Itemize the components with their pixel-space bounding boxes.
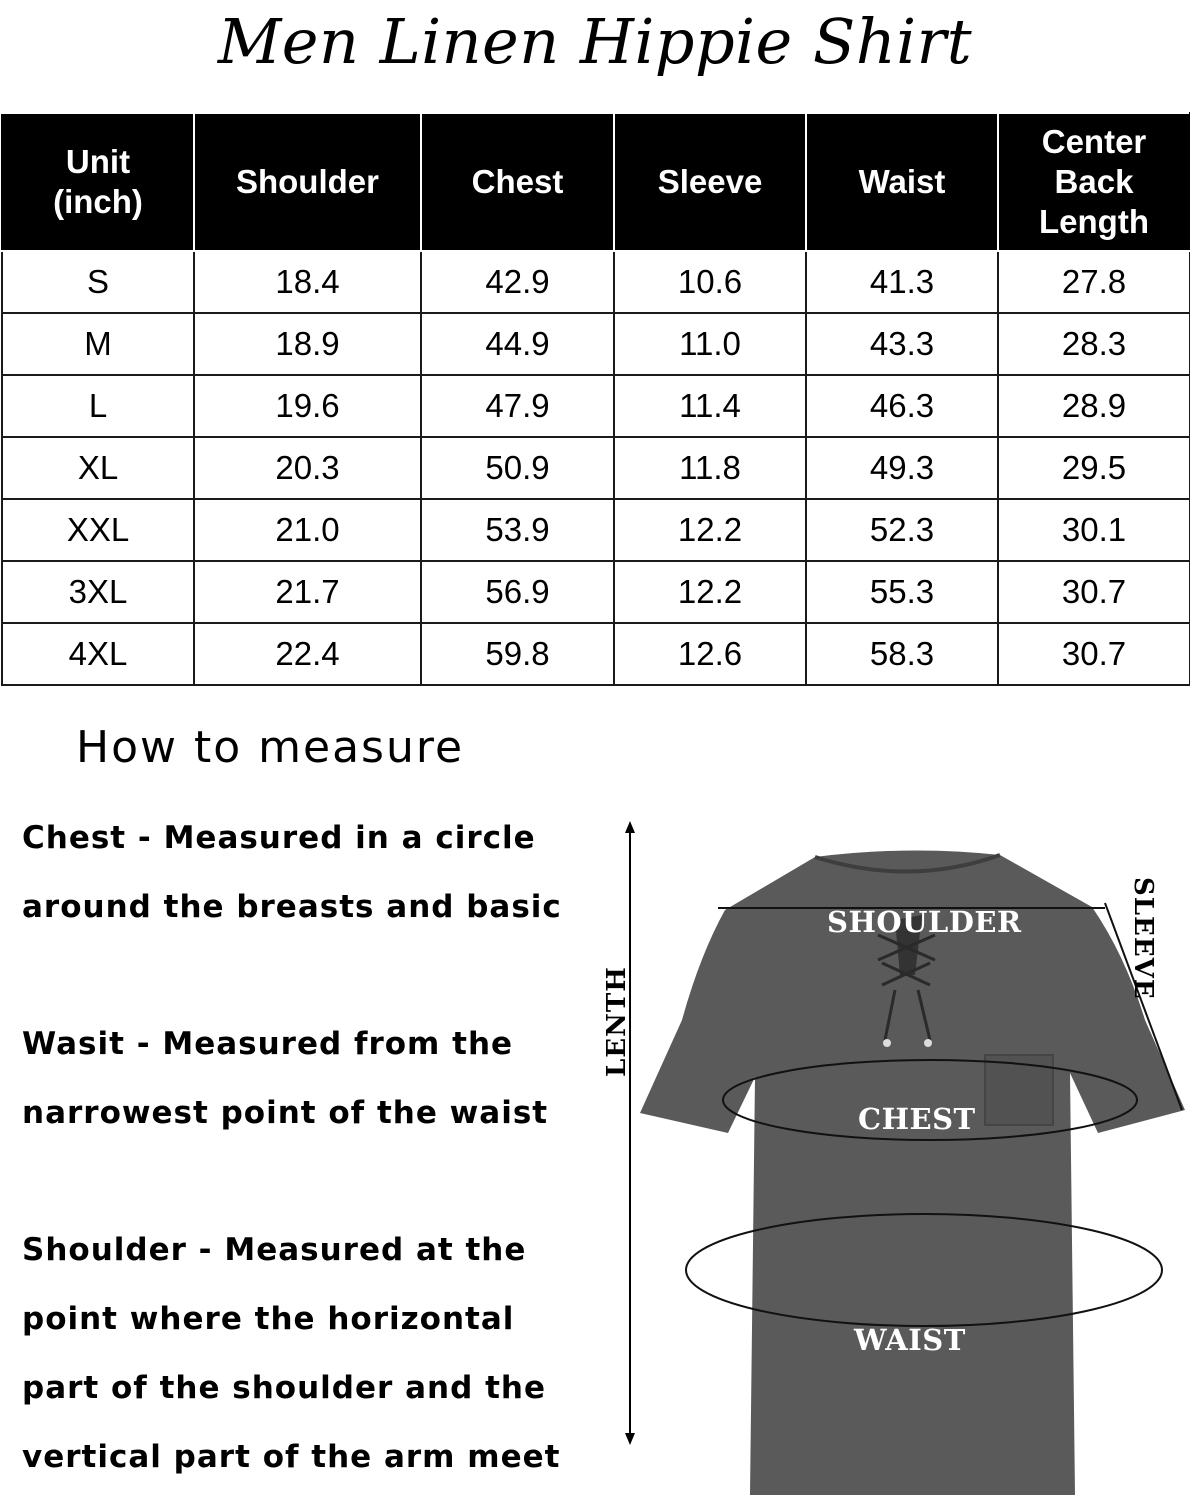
- measurement-cell: 28.3: [998, 313, 1190, 375]
- column-header: Center Back Length: [998, 113, 1190, 251]
- shoulder-label: SHOULDER: [827, 905, 1022, 939]
- table-row: [2, 251, 1190, 313]
- measurement-cell: 30.1: [998, 499, 1190, 561]
- measurement-cell: 53.9: [421, 499, 614, 561]
- measurement-cell: 44.9: [421, 313, 614, 375]
- measurement-cell: 56.9: [421, 561, 614, 623]
- instruction-line: part of the shoulder and the: [22, 1370, 546, 1406]
- measurement-cell: 28.9: [998, 375, 1190, 437]
- chest-label: CHEST: [858, 1102, 976, 1136]
- measurement-cell: 52.3: [806, 499, 998, 561]
- measurement-cell: 29.5: [998, 437, 1190, 499]
- instruction-line: Wasit - Measured from the: [22, 1026, 514, 1062]
- length-label: LENTH: [602, 966, 632, 1077]
- table-row: [2, 375, 1190, 437]
- measurement-cell: 58.3: [806, 623, 998, 685]
- measurement-cell: 50.9: [421, 437, 614, 499]
- measurement-cell: 42.9: [421, 251, 614, 313]
- instruction-line: point where the horizontal: [22, 1301, 515, 1337]
- table-row: [2, 623, 1190, 685]
- measurement-cell: 11.8: [614, 437, 806, 499]
- measurement-cell: 59.8: [421, 623, 614, 685]
- measurement-cell: 30.7: [998, 623, 1190, 685]
- measurement-cell: 12.2: [614, 499, 806, 561]
- size-cell: XL: [2, 437, 194, 499]
- instruction-line: vertical part of the arm meet: [22, 1439, 561, 1475]
- measurement-cell: 41.3: [806, 251, 998, 313]
- measurement-cell: 30.7: [998, 561, 1190, 623]
- waist-label: WAIST: [854, 1323, 966, 1357]
- table-row: [2, 313, 1190, 375]
- measurement-cell: 10.6: [614, 251, 806, 313]
- column-header: Waist: [806, 113, 998, 251]
- size-cell: S: [2, 251, 194, 313]
- measurement-cell: 43.3: [806, 313, 998, 375]
- size-cell: 3XL: [2, 561, 194, 623]
- measurement-cell: 19.6: [194, 375, 421, 437]
- table-body: [2, 251, 1190, 685]
- how-to-measure-heading: How to measure: [76, 722, 465, 773]
- table-row: [2, 499, 1190, 561]
- instruction-line: narrowest point of the waist: [22, 1095, 549, 1131]
- measurement-cell: 18.9: [194, 313, 421, 375]
- table-row: [2, 437, 1190, 499]
- size-chart-table: [1, 112, 1190, 686]
- measurement-cell: 49.3: [806, 437, 998, 499]
- measurement-cell: 12.6: [614, 623, 806, 685]
- measurement-cell: 20.3: [194, 437, 421, 499]
- measurement-cell: 12.2: [614, 561, 806, 623]
- page-title: Men Linen Hippie Shirt: [217, 5, 973, 78]
- measurement-cell: 27.8: [998, 251, 1190, 313]
- shirt-measure-diagram: [600, 815, 1190, 1500]
- measurement-cell: 22.4: [194, 623, 421, 685]
- column-header: Sleeve: [614, 113, 806, 251]
- measurement-cell: 47.9: [421, 375, 614, 437]
- measurement-cell: 11.0: [614, 313, 806, 375]
- column-header: Chest: [421, 113, 614, 251]
- instruction-line: Shoulder - Measured at the: [22, 1232, 527, 1268]
- table-header-row: [2, 113, 1190, 251]
- measurement-cell: 18.4: [194, 251, 421, 313]
- size-cell: M: [2, 313, 194, 375]
- size-cell: XXL: [2, 499, 194, 561]
- size-cell: L: [2, 375, 194, 437]
- measurement-cell: 11.4: [614, 375, 806, 437]
- measurement-cell: 46.3: [806, 375, 998, 437]
- column-header: Unit (inch): [2, 113, 194, 251]
- measurement-cell: 21.0: [194, 499, 421, 561]
- column-header: Shoulder: [194, 113, 421, 251]
- size-cell: 4XL: [2, 623, 194, 685]
- table-row: [2, 561, 1190, 623]
- sleeve-label: SLEEVE: [1128, 877, 1158, 1000]
- instruction-line: Chest - Measured in a circle: [22, 820, 536, 856]
- measurement-cell: 55.3: [806, 561, 998, 623]
- instruction-line: around the breasts and basic: [22, 889, 562, 925]
- measurement-cell: 21.7: [194, 561, 421, 623]
